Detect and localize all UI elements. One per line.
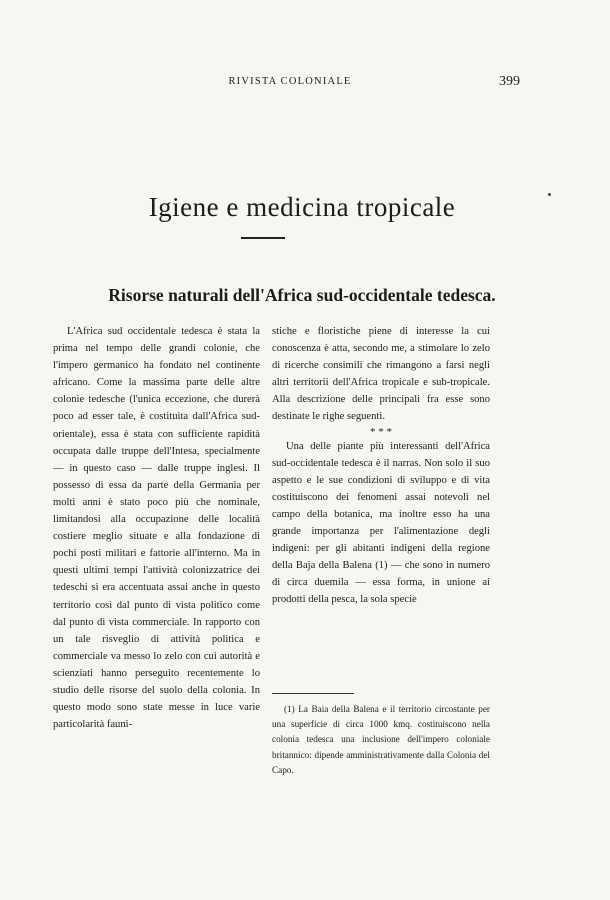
footnote-rule (272, 693, 354, 694)
body-paragraph: Una delle piante più interessanti dell'Africa sud-occidentale tedesca è il narras. Non solo il suo aspetto e le sue condizioni di sviluppo e di vita costituiscono dei fenomeni assai notevoli nel campo della botanica, ma inoltre esso ha una grande importanza per l'alimentazione degli indigeni: per gli abitanti indigeni della regione della Baja della Balena (1) — che sono in numero di circa duemila — essa forma, in unione ai prodotti della pesca, la sola specie (272, 440, 490, 606)
title-rule (241, 237, 285, 239)
page-number: 399 (499, 74, 520, 89)
running-head (60, 76, 520, 92)
article-title: Igiene e medicina tropicale (148, 192, 456, 222)
journal-name: RIVISTA COLONIALE (228, 76, 352, 87)
right-column (272, 323, 490, 609)
body-paragraph: stiche e floristiche piene di interesse la cui conoscenza è atta, secondo me, a stimolare lo zelo di ricerche consimili che rimangono a farsi negli altri territorii dell'Africa tropicale e sub-tropicale. Alla descrizione delle principali fra esse sono destinate le righe seguenti. (272, 326, 490, 423)
footnote: (1) La Baia della Balena e il territorio circostante per una superficie di circa 1000 kmq. costituiscono nella colonia tedesca una inclusione dell'impero coloniale britannico: dipende amministrativamente dalla Colonia del Capo. (272, 704, 490, 775)
body-paragraph: L'Africa sud occidentale tedesca è stata la prima nel tempo delle grandi colonie, che l'impero germanico ha fondato nel continente africano. Come la massima parte delle altre colonie tedesche (l'unica eccezione, che durerà poco ad esser tale, è costituita dall'Africa sud-orientale), essa è stata con sufficiente rapidità occupata dalle truppe dell'Intesa, specialmente — in questo caso — dalle truppe inglesi. Il possesso di essa da parte della Germania per molti anni è stato poco più che nominale, limitandosi alla occupazione delle località costiere meglio situate e alla fondazione di pochi posti militari e fattorie all'interno. Ma in questi ultimi tempi l'attività colonizzatrice dei tedeschi si era accentuata assai anche in questo territorio così dal punto di vista politico come dal punto di vista commerciale. In rapporto con un tale risveglio di attività politica e commerciale va messo lo zelo con cui autorità e scienziati hanno perseguito recentemente lo studio delle risorse del suolo della colonia. In questo modo sono state messe in luce varie particolarità fauni- (53, 326, 260, 731)
article-subtitle: Risorse naturali dell'Africa sud-occidentale tedesca. (108, 285, 496, 305)
section-break: * * * (370, 425, 392, 438)
left-column (53, 323, 260, 733)
